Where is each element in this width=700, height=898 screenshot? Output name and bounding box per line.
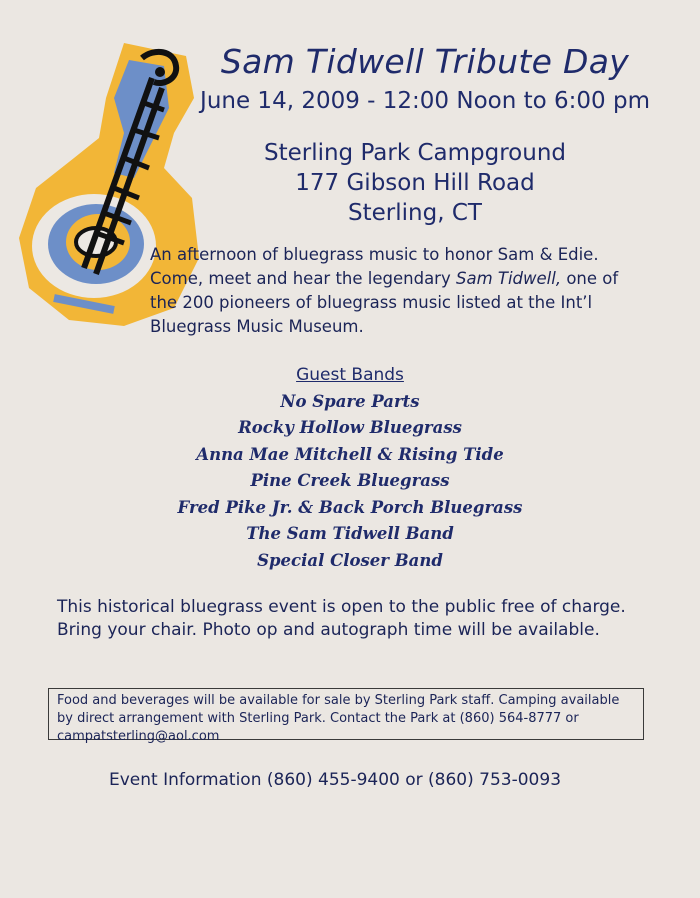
food-camping-note: Food and beverages will be available for sale by Sterling Park staff. Camping available by direct arrangement with Sterling Park. Contact the Park at (860) 564-8777 or campatsterling@aol.com bbox=[48, 688, 644, 740]
band-item: No Spare Parts bbox=[280, 391, 420, 411]
guest-bands-list bbox=[150, 362, 550, 574]
event-date-time: June 14, 2009 - 12:00 Noon to 6:00 pm bbox=[200, 88, 650, 114]
event-title: Sam Tidwell Tribute Day bbox=[220, 42, 630, 81]
venue-street: 177 Gibson Hill Road bbox=[295, 170, 535, 196]
band-item: Fred Pike Jr. & Back Porch Bluegrass bbox=[177, 497, 523, 517]
event-info-phone: Event Information (860) 455-9400 or (860) 753-0093 bbox=[108, 770, 562, 790]
band-item: The Sam Tidwell Band bbox=[246, 524, 454, 543]
intro-text-1: An afternoon of bluegrass music to honor Sam & Edie. Come, meet and hear the legendary bbox=[150, 245, 599, 288]
band-item: Anna Mae Mitchell & Rising Tide bbox=[196, 444, 504, 464]
venue-block bbox=[230, 138, 600, 228]
venue-name: Sterling Park Campground bbox=[263, 140, 567, 166]
band-item: Pine Creek Bluegrass bbox=[250, 471, 450, 490]
intro-text-2: one of the 200 pioneers of bluegrass music listed at the Int’l Bluegrass Music Museum. bbox=[150, 269, 619, 336]
guest-bands-heading: Guest Bands bbox=[296, 365, 404, 385]
intro-paragraph bbox=[150, 243, 650, 339]
band-item: Special Closer Band bbox=[257, 550, 443, 570]
venue-city: Sterling, CT bbox=[348, 200, 482, 226]
band-item: Rocky Hollow Bluegrass bbox=[238, 418, 462, 437]
intro-name-italic: Sam Tidwell, bbox=[455, 269, 562, 288]
public-note: This historical bluegrass event is open to the public free of charge. Bring your chair. Photo op and autograph time will be available. bbox=[57, 597, 626, 640]
